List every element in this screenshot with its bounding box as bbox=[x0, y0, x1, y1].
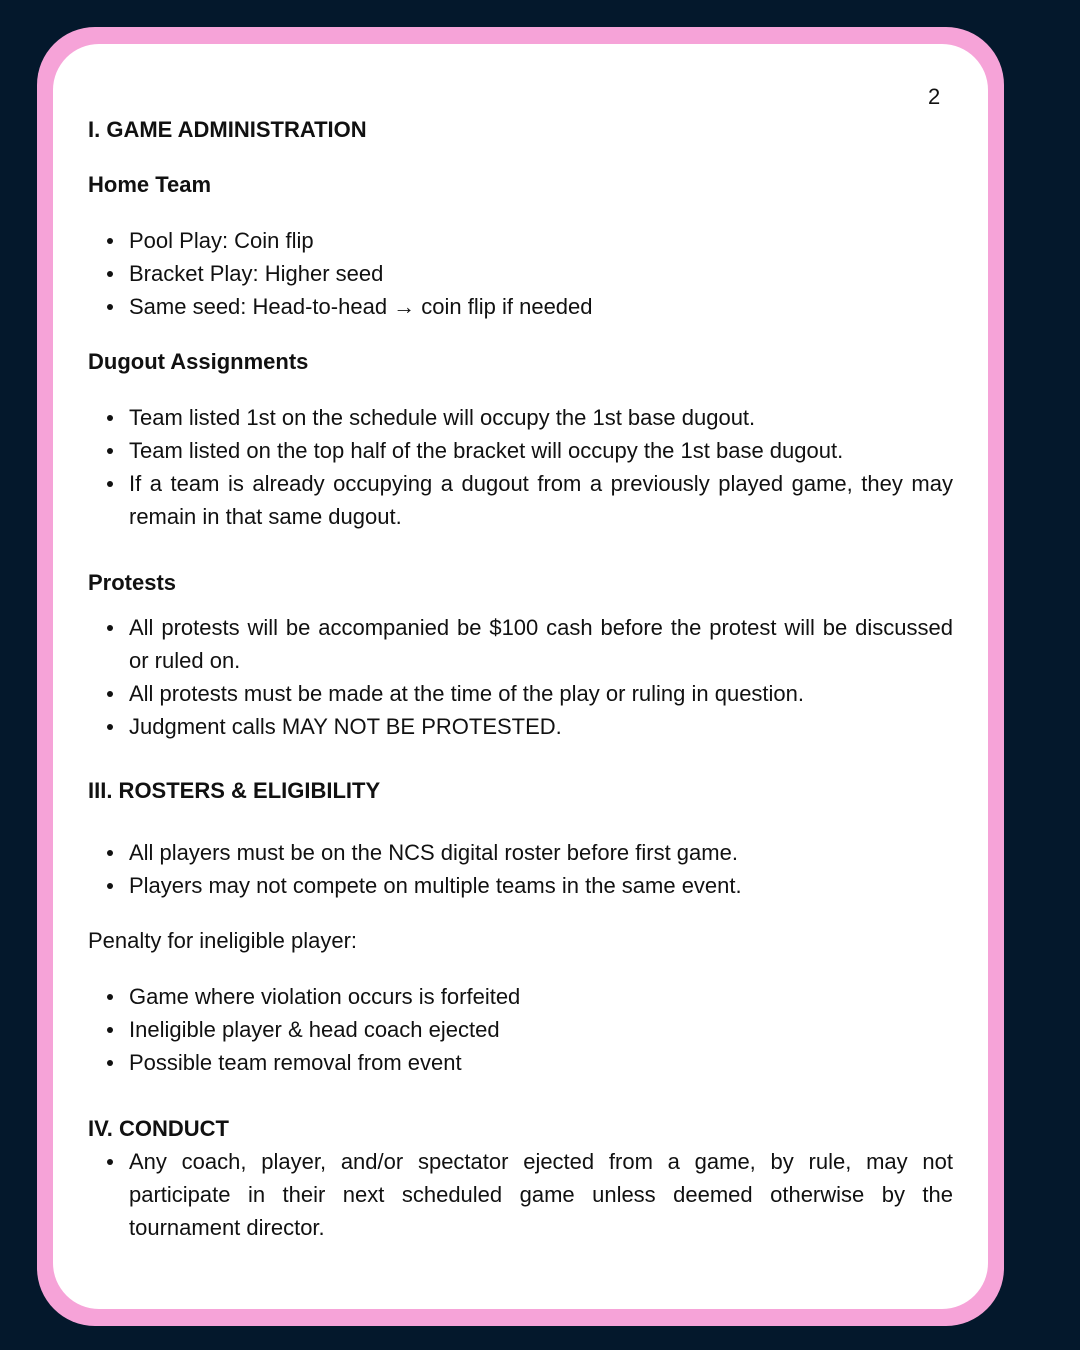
list-item: Pool Play: Coin flip bbox=[88, 224, 953, 257]
list-item: All protests must be made at the time of the play or ruling in question. bbox=[88, 677, 953, 710]
protests-list bbox=[88, 611, 953, 743]
list-item: Possible team removal from event bbox=[88, 1046, 953, 1079]
list-item: Judgment calls MAY NOT BE PROTESTED. bbox=[88, 710, 953, 743]
list-item: If a team is already occupying a dugout from a previously played game, they may remain in that same dugout. bbox=[88, 467, 953, 533]
list-item: Ineligible player & head coach ejected bbox=[88, 1013, 953, 1046]
list-item: All protests will be accompanied be $100 cash before the protest will be discussed or ruled on. bbox=[88, 611, 953, 677]
subheading-protests: Protests bbox=[88, 570, 177, 595]
penalty-list bbox=[88, 980, 953, 1079]
list-item: Players may not compete on multiple teams in the same event. bbox=[88, 869, 953, 902]
list-item: Same seed: Head-to-head → coin flip if needed bbox=[88, 290, 953, 323]
list-item: Bracket Play: Higher seed bbox=[88, 257, 953, 290]
section-heading-rosters-eligibility: III. ROSTERS & ELIGIBILITY bbox=[88, 778, 381, 803]
list-item: All players must be on the NCS digital roster before first game. bbox=[88, 836, 953, 869]
list-item: Team listed 1st on the schedule will occupy the 1st base dugout. bbox=[88, 401, 953, 434]
home-team-list bbox=[88, 224, 953, 323]
section-heading-game-administration: I. GAME ADMINISTRATION bbox=[88, 117, 367, 142]
penalty-label: Penalty for ineligible player: bbox=[88, 928, 358, 953]
dugout-list bbox=[88, 401, 953, 533]
list-item: Team listed on the top half of the bracket will occupy the 1st base dugout. bbox=[88, 434, 953, 467]
list-item: Any coach, player, and/or spectator ejected from a game, by rule, may not participate in their next scheduled game unless deemed otherwise by the tournament director. bbox=[88, 1145, 953, 1244]
section-heading-conduct: IV. CONDUCT bbox=[88, 1116, 229, 1141]
rosters-list bbox=[88, 836, 953, 902]
subheading-dugout-assignments: Dugout Assignments bbox=[88, 349, 309, 374]
list-item: Game where violation occurs is forfeited bbox=[88, 980, 953, 1013]
page-number: 2 bbox=[928, 84, 941, 109]
subheading-home-team: Home Team bbox=[88, 172, 212, 197]
conduct-list bbox=[88, 1145, 953, 1244]
